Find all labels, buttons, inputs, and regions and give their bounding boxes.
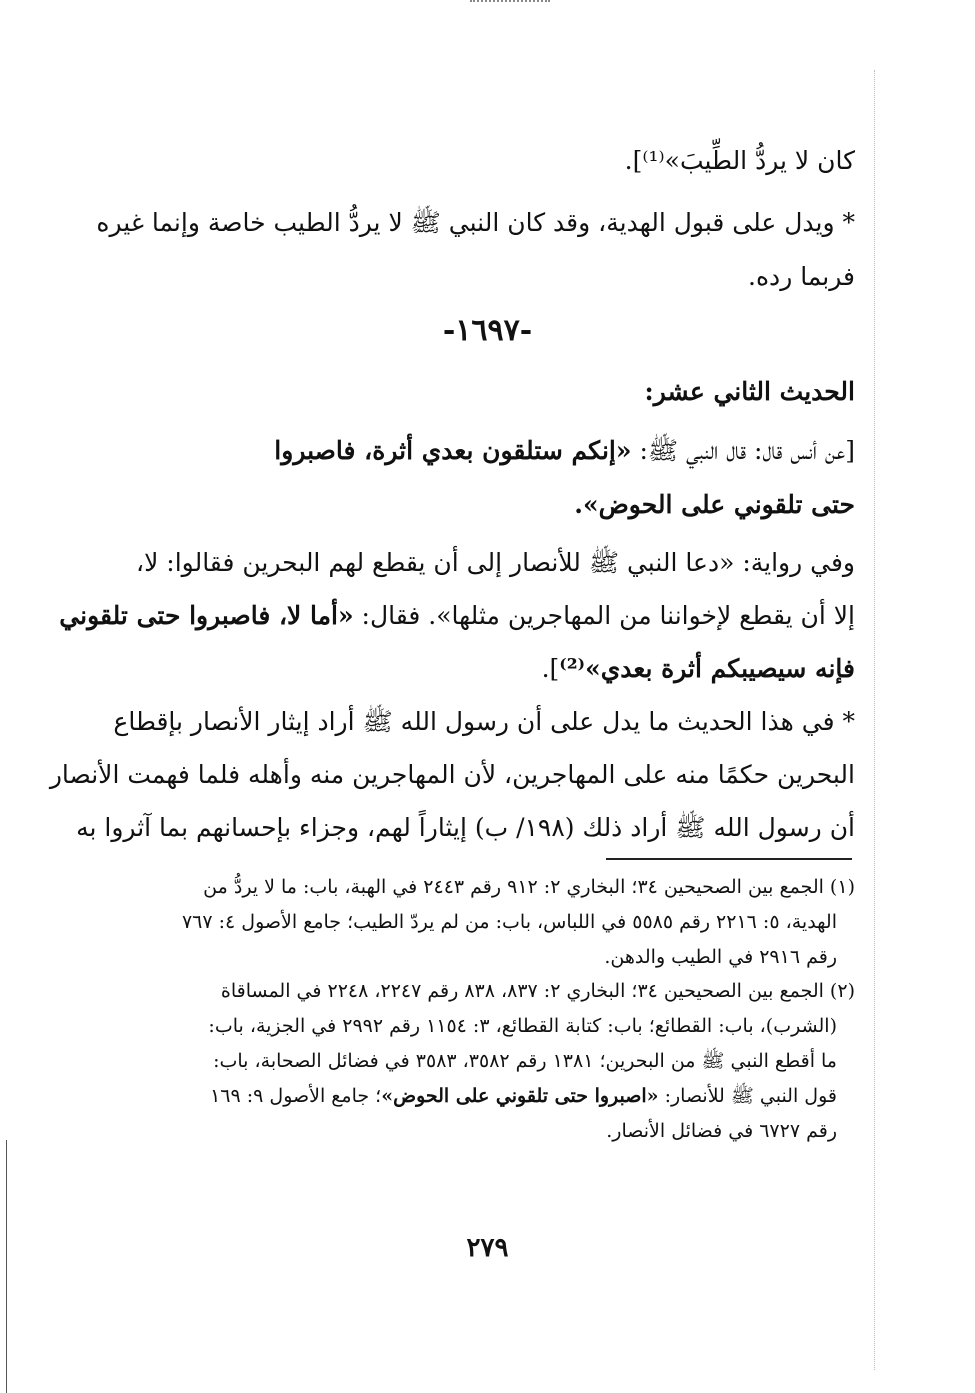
prophet-quote: «أما لا، فاصبروا حتى تلقوني: [59, 601, 354, 630]
page-number: ٢٧٩: [466, 1233, 509, 1263]
text-line: وفي رواية: «دعا النبي ﷺ للأنصار إلى أن يقطع لهم البحرين فقالوا: لا،: [136, 548, 855, 577]
commentary-2: [49, 707, 855, 843]
text-line: [140, 654, 855, 684]
hadith-text: [140, 436, 855, 520]
commentary-1: [96, 208, 855, 292]
footnote-text: ؛ جامع الأصول ٩: ١٦٩: [210, 1084, 382, 1107]
text-line: * في هذا الحديث ما يدل على أن رسول الله ﷺ أراد إيثار الأنصار بإقطاع: [113, 707, 855, 736]
text-line: [59, 601, 855, 631]
prophet-quote: «إنكم ستلقون بعدي أثرة، فاصبروا: [274, 436, 632, 465]
footnote-line: [140, 1085, 855, 1108]
footnote-line: (١) الجمع بين الصحيحين ٣٤؛ البخاري ٢: ٩١٢ رقم ٢٤٤٣ في الهبة، باب: ما لا يردُّ من: [203, 876, 855, 898]
text-line: * ويدل على قبول الهدية، وقد كان النبي ﷺ لا يردُّ الطيب خاصة وإنما غيره: [96, 208, 855, 237]
footnote-separator: [606, 858, 852, 860]
text-line: فربما رده.: [748, 262, 855, 291]
footnote-line: رقم ٦٧٢٧ في فضائل الأنصار.: [606, 1119, 837, 1142]
prophet-quote-end: فإنه سيصيبكم أثرة بعدي»⁽²⁾: [559, 654, 855, 683]
scan-edge-line: [6, 1140, 7, 1393]
hadith-heading-block: [140, 377, 855, 407]
text-line: كان لا يردُّ الطِّيبَ»⁽¹⁾].: [624, 146, 855, 175]
footnote-line: رقم ٢٩١٦ في الطيب والدهن.: [604, 945, 837, 968]
text-line: أن رسول الله ﷺ أراد ذلك (١٩٨/ ب) إيثاراً لهم، وجزاء بإحسانهم بما آثروا به: [76, 813, 855, 842]
footnotes: [140, 876, 855, 1142]
riwaya-text: إلا أن يقطع لإخواننا من المهاجرين مثلها». فقال:: [353, 601, 855, 630]
text-line: البحرين حكمًا منه على المهاجرين، لأن المهاجرين منه وأهله فلما فهمت الأنصار: [49, 760, 855, 789]
prophet-quote-end: حتى تلقوني على الحوض».: [574, 490, 855, 519]
body-text-top: [140, 146, 855, 176]
riwaya-block: [59, 548, 855, 684]
bracket-close: ].: [541, 654, 560, 683]
hadith-number: -١٦٩٧-: [442, 313, 533, 348]
text-line: [140, 436, 855, 466]
footnote-line: (٢) الجمع بين الصحيحين ٣٤؛ البخاري ٢: ٨٣٧، ٨٣٨ رقم ٢٢٤٧، ٢٢٤٨ في المساقاة: [220, 980, 855, 1003]
footnote-line: الهدية، ٥: ٢٢١٦ رقم ٥٥٨٥ في اللباس، باب: من لم يردّ الطيب؛ جامع الأصول ٤: ٧٦٧: [181, 910, 837, 933]
footnote-line: (الشرب)، باب: القطائع؛ باب: كتابة القطائع، ٣: ١١٥٤ رقم ٢٩٩٢ في الجزية، باب:: [208, 1015, 837, 1038]
narration-intro: [عن أنس قال: قال النبي ﷺ:: [631, 436, 855, 465]
footnote-text: قول النبي ﷺ للأنصار:: [658, 1084, 837, 1107]
scan-fold-line: [874, 70, 875, 1370]
scan-edge-marks: [470, 0, 550, 10]
footnote-quote: «اصبروا حتى تلقوني على الحوض»: [381, 1084, 659, 1107]
hadith-heading: الحديث الثاني عشر:: [644, 377, 855, 406]
footnote-line: ما أقطع النبي ﷺ من البحرين؛ ١٣٨١ رقم ٣٥٨٢، ٣٥٨٣ في فضائل الصحابة، باب:: [213, 1049, 837, 1072]
